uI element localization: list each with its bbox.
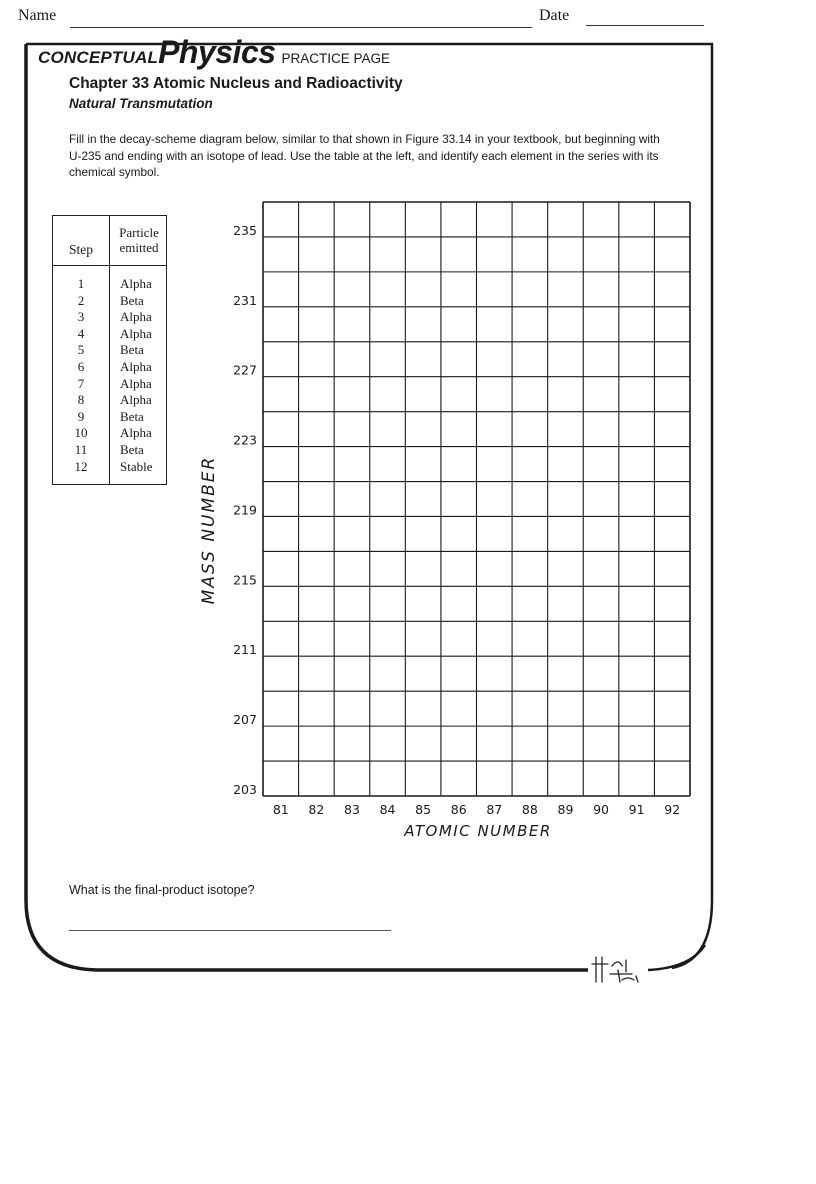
table-header-step: Step (68, 242, 93, 257)
table-particle-cell: Beta (120, 342, 144, 358)
final-product-question: What is the final-product isotope? (69, 883, 255, 897)
x-axis-label: ATOMIC NUMBER (404, 822, 552, 840)
table-particle-cell: Beta (120, 408, 144, 424)
table-step-cell: 5 (77, 342, 85, 358)
y-tick-label: 227 (233, 362, 257, 378)
y-tick-label: 223 (233, 432, 257, 448)
final-product-answer-field[interactable] (69, 930, 391, 931)
y-tick-labels (233, 223, 257, 797)
table-particle-cell: Alpha (120, 375, 152, 391)
x-tick-label: 81 (272, 802, 289, 817)
name-label: Name (18, 7, 57, 24)
brand-physics: Physics (158, 34, 276, 70)
table-particle-cell: Alpha (120, 392, 152, 408)
x-tick-labels (273, 802, 680, 817)
x-tick-label: 91 (628, 802, 645, 817)
table-step-cell: 9 (77, 408, 85, 424)
table-header-particle-line2: emitted (119, 240, 159, 255)
y-tick-label: 203 (233, 782, 257, 797)
table-step-cell: 1 (77, 276, 85, 291)
y-axis-label: MASS NUMBER (199, 455, 219, 605)
x-tick-label: 83 (344, 802, 360, 817)
y-tick-label: 235 (233, 222, 257, 238)
x-tick-label: 90 (593, 802, 609, 817)
table-step-cell: 10 (74, 425, 88, 441)
section-title: Natural Transmutation (69, 96, 213, 111)
table-step-cell: 12 (74, 458, 88, 474)
hewitt-signature-icon (588, 952, 646, 988)
table-step-cell: 7 (77, 375, 85, 391)
table-step-cell: 8 (77, 392, 85, 408)
date-label: Date (539, 7, 570, 24)
chapter-title: Chapter 33 Atomic Nucleus and Radioactivity (69, 75, 403, 92)
y-tick-label: 211 (233, 642, 257, 658)
table-step-cell: 2 (77, 292, 85, 308)
table-particle-cell: Alpha (120, 325, 152, 341)
table-particle-cell: Beta (120, 441, 144, 457)
y-tick-label: 207 (233, 712, 257, 728)
x-tick-label: 82 (308, 802, 325, 817)
x-tick-label: 89 (557, 802, 574, 817)
table-particle-cell: Alpha (120, 425, 152, 441)
table-particle-cell: Alpha (120, 276, 152, 291)
table-particle-cell: Stable (120, 458, 153, 474)
table-header-particle-line1: Particle (119, 225, 159, 240)
table-step-cell: 4 (77, 325, 85, 341)
brand-practice-page: PRACTICE PAGE (281, 51, 391, 66)
instructions: Fill in the decay-scheme diagram below, similar to that shown in Figure 33.14 in your textbook, but beginning with U-235 and ending with an isotope of lead. Use the table at the left, and identify each element in the series with its chemical symbol. (69, 132, 660, 179)
y-tick-label: 219 (233, 502, 257, 518)
grid-lines (263, 202, 690, 796)
x-tick-label: 87 (486, 802, 503, 817)
x-tick-label: 92 (664, 802, 681, 817)
y-tick-label: 231 (233, 292, 257, 308)
x-tick-label: 84 (379, 802, 396, 817)
table-step-cell: 11 (74, 441, 88, 457)
x-tick-label: 86 (450, 802, 467, 817)
y-tick-label: 215 (233, 572, 257, 588)
table-particle-cell: Alpha (120, 309, 152, 325)
table-step-cell: 6 (77, 358, 85, 374)
x-tick-label: 88 (521, 802, 538, 817)
brand-conceptual: CONCEPTUAL (38, 48, 159, 67)
table-step-cell: 3 (77, 309, 85, 325)
table-particle-cell: Beta (120, 292, 144, 308)
table-particle-cell: Alpha (120, 358, 152, 374)
x-tick-label: 85 (415, 802, 432, 817)
